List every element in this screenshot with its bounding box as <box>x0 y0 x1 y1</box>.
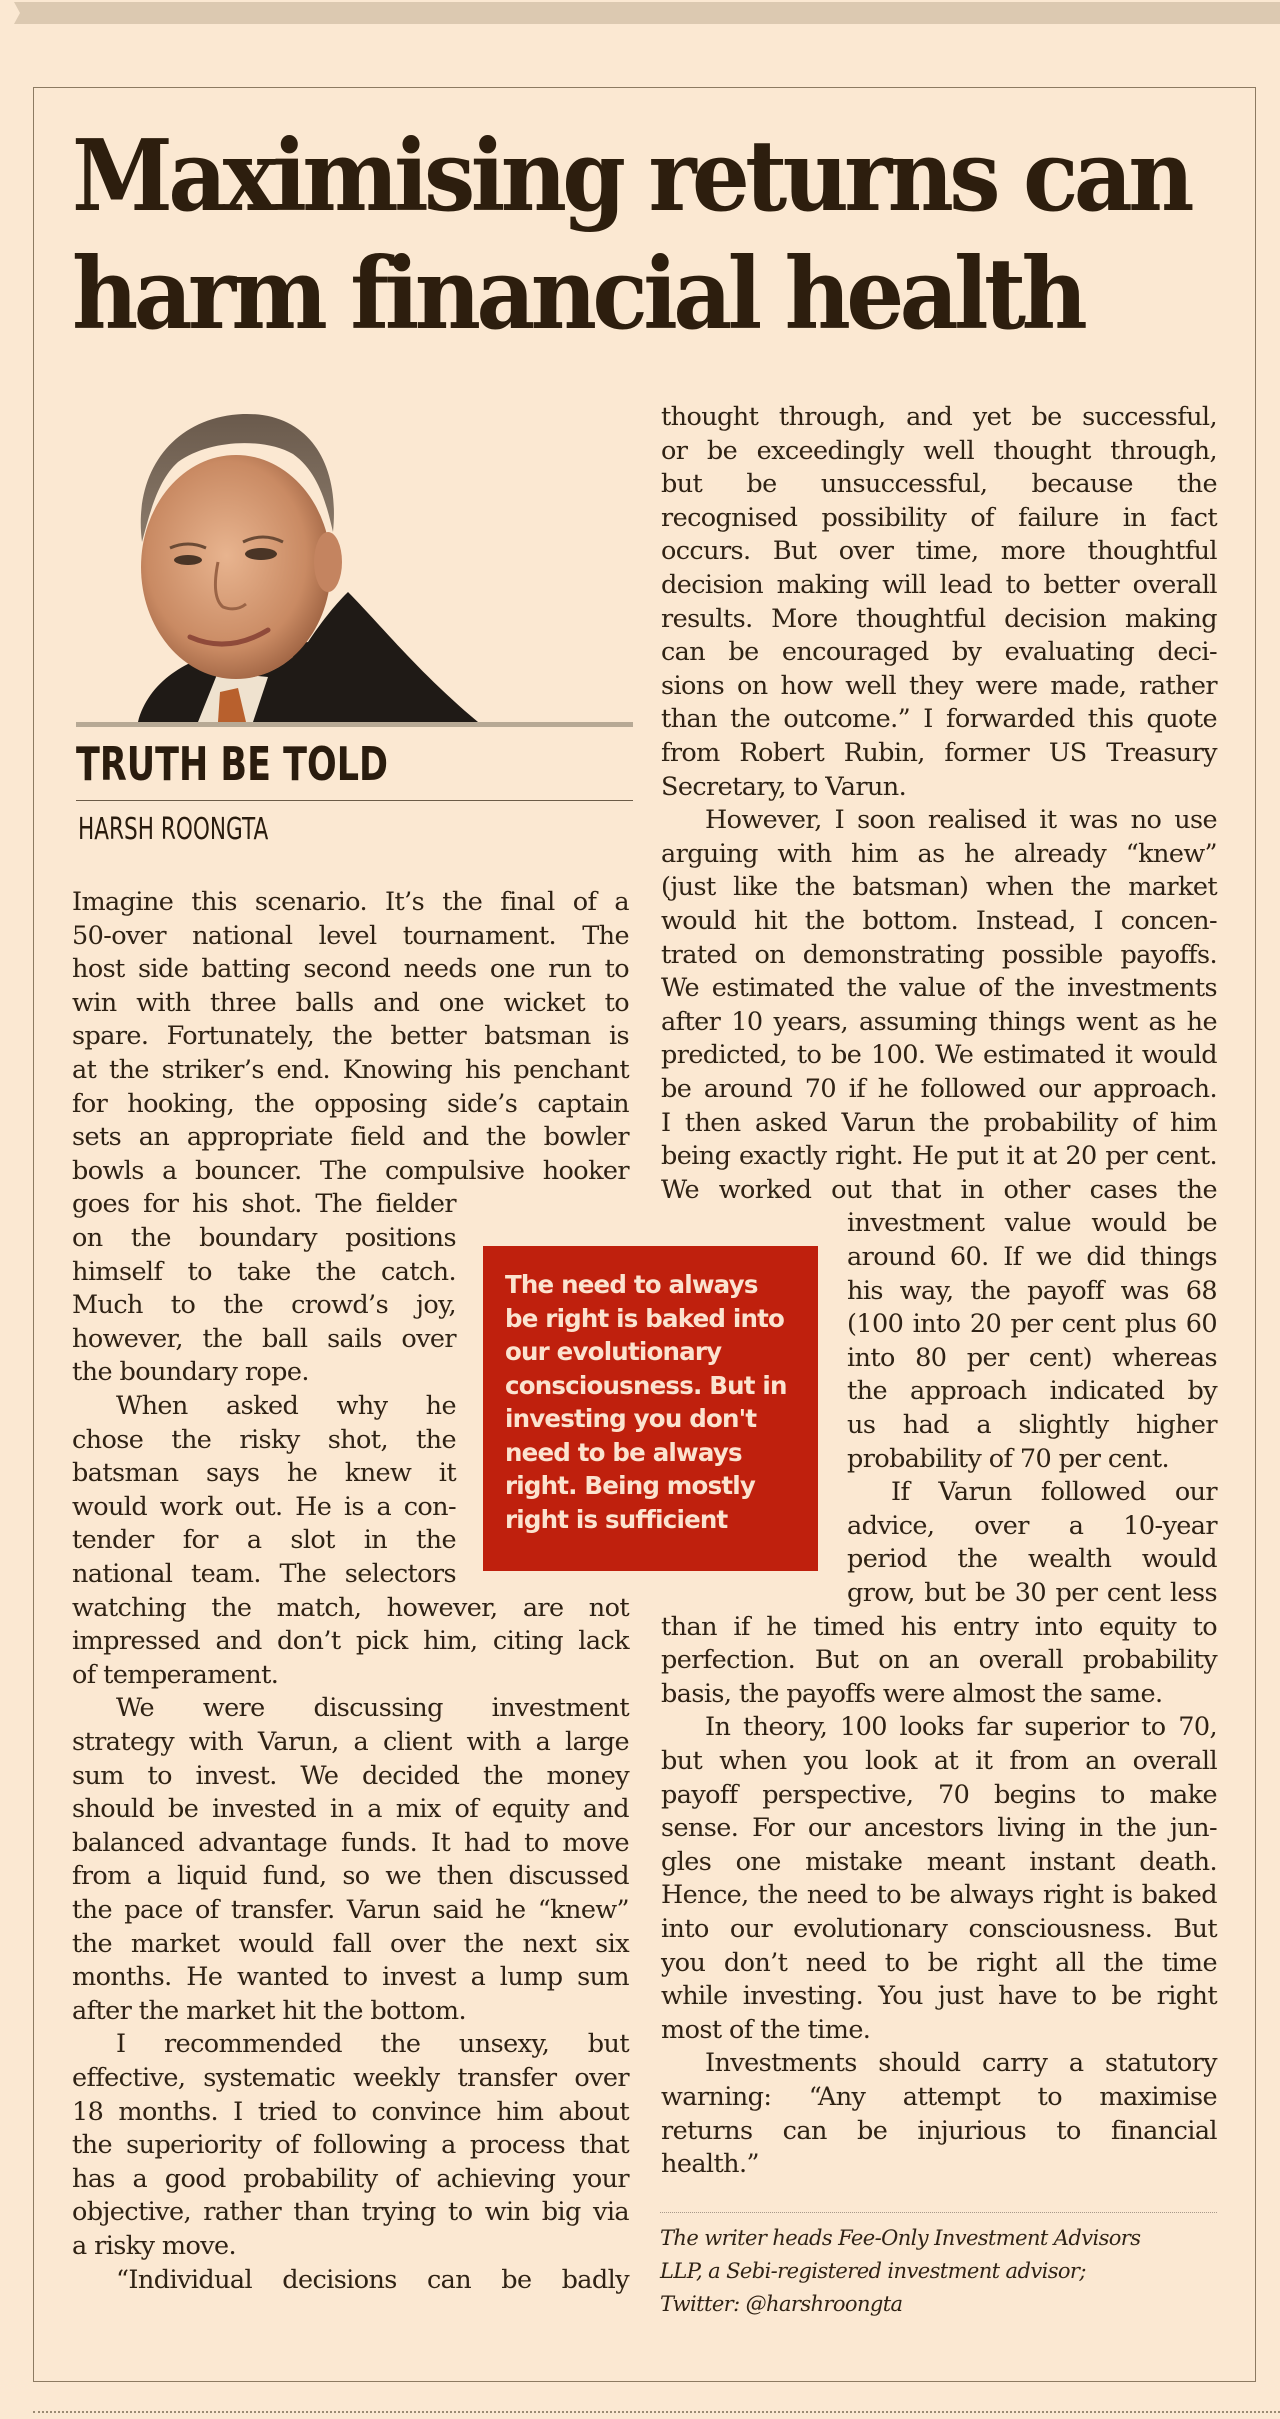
body-text-line: health.” <box>661 2149 759 2180</box>
body-text-line: Imagine this scenario. It’s the final of a <box>72 887 629 917</box>
body-text-line: bowls a bouncer. The compulsive hooker <box>72 1155 629 1186</box>
body-text-line: predicted, to be 100. We estimated it would <box>661 1040 1217 1071</box>
body-text-line: 50-over national level tournament. The <box>72 920 629 951</box>
body-text-line: objective, rather than trying to win big via <box>72 2197 629 2228</box>
headline <box>72 118 1190 354</box>
body-text-line: than the outcome.” I forwarded this quote <box>661 704 1217 735</box>
pull-quote-line: need to be always <box>505 1437 742 1467</box>
body-text-line: the pace of transfer. Varun said he “knew” <box>72 1895 629 1925</box>
body-text-line: at the striker’s end. Knowing his penchant <box>72 1055 629 1085</box>
body-text-line: balanced advantage funds. It had to move <box>72 1827 629 1858</box>
body-text-line: basis, the payoffs were almost the same. <box>661 1678 1163 1709</box>
body-text-line: payoff perspective, 70 begins to make <box>661 1779 1217 1810</box>
body-text-line: period the wealth would <box>847 1544 1217 1575</box>
body-text-line: strategy with Varun, a client with a large <box>72 1727 629 1757</box>
top-ribbon <box>14 2 1280 24</box>
body-text-line: after 10 years, assuming things went as he <box>661 1006 1217 1037</box>
body-text-line: Investments should carry a statutory <box>705 2048 1217 2079</box>
body-text-line: most of the time. <box>661 2014 871 2045</box>
body-text-line: I then asked Varun the probability of him <box>661 1107 1217 1138</box>
body-text-line: We were discussing investment <box>116 1693 629 1724</box>
body-text-line: warning: “Any attempt to maximise <box>661 2082 1217 2112</box>
body-text-line: for hooking, the opposing side’s captain <box>72 1088 629 1119</box>
column-name-divider <box>76 800 633 801</box>
body-text-line: national team. The selectors <box>72 1559 456 1589</box>
author-byline: HARSH ROONGTA <box>78 812 269 847</box>
body-text-line: effective, systematic weekly transfer over <box>72 2063 629 2093</box>
pull-quote-box <box>483 1246 818 1571</box>
body-text-line: advice, over a 10-year <box>847 1510 1217 1541</box>
body-text-line: occurs. But over time, more thoughtful <box>661 536 1217 567</box>
body-text-line: the approach indicated by <box>847 1376 1217 1407</box>
body-text-line: but when you look at it from an overall <box>661 1746 1217 1776</box>
footnote-divider <box>660 2212 1217 2213</box>
body-text-line: Much to the crowd’s joy, <box>72 1290 456 1321</box>
author-photo <box>78 392 478 722</box>
body-text-line: goes for his shot. The fielder <box>72 1189 456 1220</box>
body-text-line: (100 into 20 per cent plus 60 <box>847 1309 1217 1340</box>
body-text-line: spare. Fortunately, the better batsman is <box>72 1021 629 1052</box>
body-text-line: Hence, the need to be always right is baked <box>661 1880 1217 1911</box>
body-text-line: would work out. He is a con- <box>72 1491 456 1522</box>
body-text-line: investment value would be <box>847 1208 1217 1239</box>
body-text-line: into 80 per cent) whereas <box>847 1342 1217 1373</box>
body-text-line: the boundary rope. <box>72 1357 309 1388</box>
body-text-line: us had a slightly higher <box>847 1410 1217 1440</box>
body-text-line: thought through, and yet be successful, <box>661 402 1217 432</box>
body-text-line: sum to invest. We decided the money <box>72 1760 629 1791</box>
body-text-line: after the market hit the bottom. <box>72 1995 467 2026</box>
body-text-line: watching the match, however, are not <box>72 1592 629 1623</box>
body-text-line: grow, but be 30 per cent less <box>847 1578 1217 1608</box>
pull-quote-text <box>505 1268 798 1536</box>
body-text-line: perfection. But on an overall probability <box>661 1645 1217 1676</box>
body-text-line: you don’t need to be right all the time <box>661 1947 1217 1978</box>
body-text-line: When asked why he <box>116 1391 456 1421</box>
body-text-line: sets an appropriate field and the bowler <box>72 1122 629 1153</box>
bottom-dotted-rule <box>33 2411 1280 2413</box>
body-text-line: but be unsuccessful, because the <box>661 469 1217 500</box>
pull-quote-line: right is sufficient <box>505 1504 728 1534</box>
body-text-line: himself to take the catch. <box>72 1256 456 1287</box>
body-text-line: the superiority of following a process that <box>72 2130 629 2161</box>
body-text-line: returns can be injurious to financial <box>661 2115 1217 2146</box>
photo-divider <box>76 722 633 727</box>
footnote-line: LLP, a Sebi-registered investment advisor; <box>660 2259 1086 2283</box>
body-text-line: months. He wanted to invest a lump sum <box>72 1962 629 1993</box>
body-text-line: results. More thoughtful decision making <box>661 603 1217 634</box>
body-text-line: sense. For our ancestors living in the jun- <box>661 1813 1217 1844</box>
body-text-line: a risky move. <box>72 2231 237 2261</box>
body-text-line: from a liquid fund, so we then discussed <box>72 1861 629 1892</box>
body-text-line: gles one mistake meant instant death. <box>661 1846 1217 1877</box>
body-text-line: However, I soon realised it was no use <box>705 805 1217 836</box>
body-text-line: In theory, 100 looks far superior to 70, <box>705 1712 1217 1743</box>
body-text-line: can be encouraged by evaluating deci- <box>661 637 1217 668</box>
body-text-line: the market would fall over the next six <box>72 1928 629 1959</box>
body-text-line: batsman says he knew it <box>72 1458 456 1489</box>
body-text-line: If Varun followed our <box>891 1477 1217 1508</box>
body-text-line: from Robert Rubin, former US Treasury <box>661 738 1217 768</box>
body-text-line: We worked out that in other cases the <box>661 1174 1217 1205</box>
footnote-line: The writer heads Fee-Only Investment Advisors <box>660 2226 1141 2250</box>
body-text-line: arguing with him as he already “knew” <box>661 838 1217 869</box>
body-text-line: should be invested in a mix of equity and <box>72 1794 629 1825</box>
body-text-line: “Individual decisions can be badly <box>116 2264 629 2295</box>
body-text-line: tender for a slot in the <box>72 1525 456 1556</box>
body-text-line: I recommended the unsexy, but <box>116 2029 629 2060</box>
body-text-line: sions on how well they were made, rather <box>661 670 1217 701</box>
body-text-line: would hit the bottom. Instead, I concen- <box>661 906 1217 936</box>
body-text-line: of temperament. <box>72 1659 279 1690</box>
pull-quote-line: right. Being mostly <box>505 1471 756 1500</box>
pull-quote-line: investing you don't <box>505 1404 757 1433</box>
headline-line-1: Maximising returns can <box>72 119 1190 234</box>
body-text-line: probability of 70 per cent. <box>847 1443 1170 1474</box>
headline-line-2: harm financial health <box>72 237 1084 352</box>
body-text-line: be around 70 if he followed our approach. <box>661 1074 1217 1104</box>
body-text-line: than if he timed his entry into equity to <box>661 1611 1217 1642</box>
body-text-line: host side batting second needs one run to <box>72 954 629 985</box>
pull-quote-line: our evolutionary <box>505 1337 722 1366</box>
body-text-line: decision making will lead to better overall <box>661 570 1217 600</box>
body-text-line: impressed and don’t pick him, citing lack <box>72 1626 629 1657</box>
body-text-line: has a good probability of achieving your <box>72 2163 629 2194</box>
body-text-line: Secretary, to Varun. <box>661 771 907 802</box>
body-text-line: trated on demonstrating possible payoffs. <box>661 939 1217 970</box>
body-text-line: chose the risky shot, the <box>72 1424 456 1455</box>
pull-quote-line: consciousness. But in <box>505 1370 787 1400</box>
footnote-line: Twitter: @harshroongta <box>660 2292 903 2316</box>
body-text-line: (just like the batsman) when the market <box>661 872 1217 903</box>
body-text-line: being exactly right. He put it at 20 per cent. <box>661 1141 1217 1172</box>
body-text-line: on the boundary positions <box>72 1223 456 1253</box>
column-name: TRUTH BE TOLD <box>76 737 389 791</box>
body-text-line: 18 months. I tried to convince him about <box>72 2096 629 2127</box>
body-text-line: while investing. You just have to be right <box>661 1981 1217 2012</box>
pull-quote-line: The need to always <box>505 1270 758 1299</box>
body-text-line: into our evolutionary consciousness. But <box>661 1914 1217 1944</box>
body-text-line: recognised possibility of failure in fact <box>661 502 1217 533</box>
body-text-line: win with three balls and one wicket to <box>72 987 629 1018</box>
body-text-line: his way, the payoff was 68 <box>847 1275 1217 1306</box>
author-footnote <box>660 2222 1260 2321</box>
body-text-line: however, the ball sails over <box>72 1323 456 1354</box>
body-text-line: or be exceedingly well thought through, <box>661 435 1217 466</box>
body-text-line: We estimated the value of the investments <box>661 973 1217 1004</box>
pull-quote-line: be right is baked into <box>505 1303 785 1333</box>
body-text-line: around 60. If we did things <box>847 1242 1217 1272</box>
